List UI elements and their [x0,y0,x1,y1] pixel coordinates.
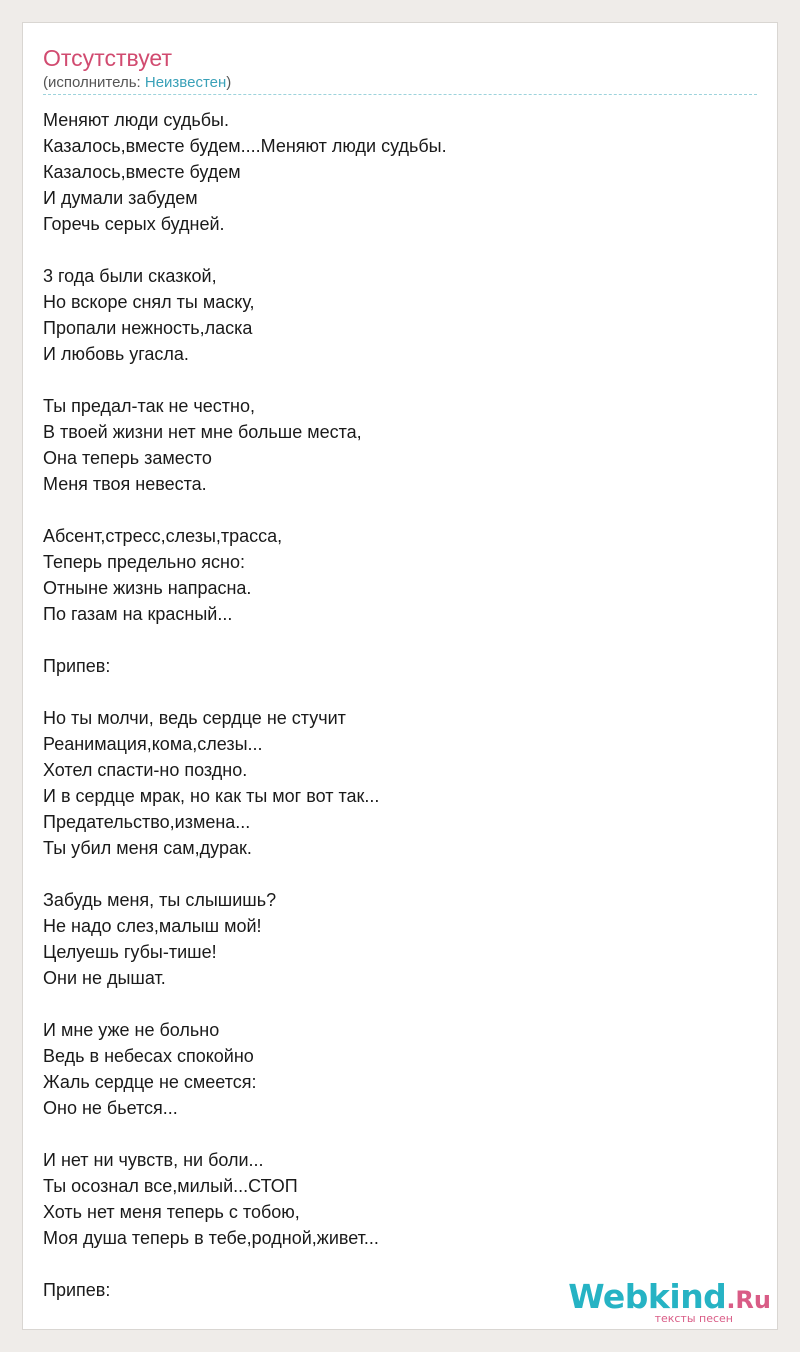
lyrics-card [22,22,778,1330]
lyric-line: Меня твоя невеста. [43,474,207,494]
lyric-line: Ты осознал все,милый...СТОП [43,1176,298,1196]
lyrics-stanza [43,1147,743,1251]
lyric-line: Реанимация,кома,слезы... [43,734,263,754]
lyric-line: В твоей жизни нет мне больше места, [43,422,362,442]
lyrics-body [43,107,743,1329]
logo-tagline: тексты песен [654,1312,733,1325]
lyric-line: Они не дышат. [43,968,166,988]
lyric-line: Забудь меня, ты слышишь? [43,890,277,910]
artist-suffix: ) [226,74,232,91]
lyric-line: И в сердце мрак, но как ты мог вот так... [43,786,380,806]
lyric-line: Ведь в небесах спокойно [43,1046,254,1066]
artist-line [43,74,231,92]
lyrics-stanza [43,1017,743,1121]
artist-link[interactable]: Неизвестен [144,74,227,91]
lyrics-stanza [43,887,743,991]
lyric-line: Теперь предельно ясно: [43,552,245,572]
lyric-line: И мне уже не больно [43,1020,220,1040]
lyric-line: Не надо слез,малыш мой! [43,916,262,936]
lyric-line: Абсент,стресс,слезы,трасса, [43,526,283,546]
lyric-line: И нет ни чувств, ни боли... [43,1150,264,1170]
lyric-line: 3 года были сказкой, [43,266,217,286]
lyric-line: Казалось,вместе будем [43,162,241,182]
lyric-line: Но вскоре снял ты маску, [43,292,255,312]
lyric-line: Ты предал-так не честно, [43,396,255,416]
lyric-line: Казалось,вместе будем....Меняют люди судьбы. [43,136,447,156]
lyric-line: Отныне жизнь напрасна. [43,578,252,598]
lyric-line: Оно не бьется... [43,1098,178,1118]
site-logo[interactable] [568,1277,771,1327]
lyrics-stanza [43,393,743,497]
lyric-line: Горечь серых будней. [43,214,225,234]
lyrics-stanza [43,523,743,627]
lyric-line: Пропали нежность,ласка [43,318,253,338]
logo-tld: .Ru [726,1286,771,1314]
lyric-line: Меняют люди судьбы. [43,110,229,130]
logo-word: Webkind [568,1277,727,1316]
lyrics-stanza [43,653,743,679]
lyrics-stanza [43,107,743,237]
lyric-line: Целуешь губы-тише! [43,942,217,962]
lyric-line: Она теперь заместо [43,448,212,468]
lyrics-stanza [43,263,743,367]
lyric-line: Хотел спасти-но поздно. [43,760,248,780]
lyric-line: Припев: [43,656,111,676]
lyric-line: Но ты молчи, ведь сердце не стучит [43,708,346,728]
lyric-line: Ты убил меня сам,дурак. [43,838,252,858]
lyric-line: Жаль сердце не смеется: [43,1072,257,1092]
lyric-line: Моя душа теперь в тебе,родной,живет... [43,1228,379,1248]
dashed-divider [43,94,757,95]
lyric-line: И любовь угасла. [43,344,189,364]
lyric-line: По газам на красный... [43,604,233,624]
artist-prefix: (исполнитель: [43,74,145,91]
lyrics-stanza [43,705,743,861]
lyric-line: И думали забудем [43,188,198,208]
song-title: Отсутствует [43,45,172,71]
lyric-line: Предательство,измена... [43,812,251,832]
lyric-line: Хоть нет меня теперь с тобою, [43,1202,300,1222]
lyric-line: Припев: [43,1280,111,1300]
